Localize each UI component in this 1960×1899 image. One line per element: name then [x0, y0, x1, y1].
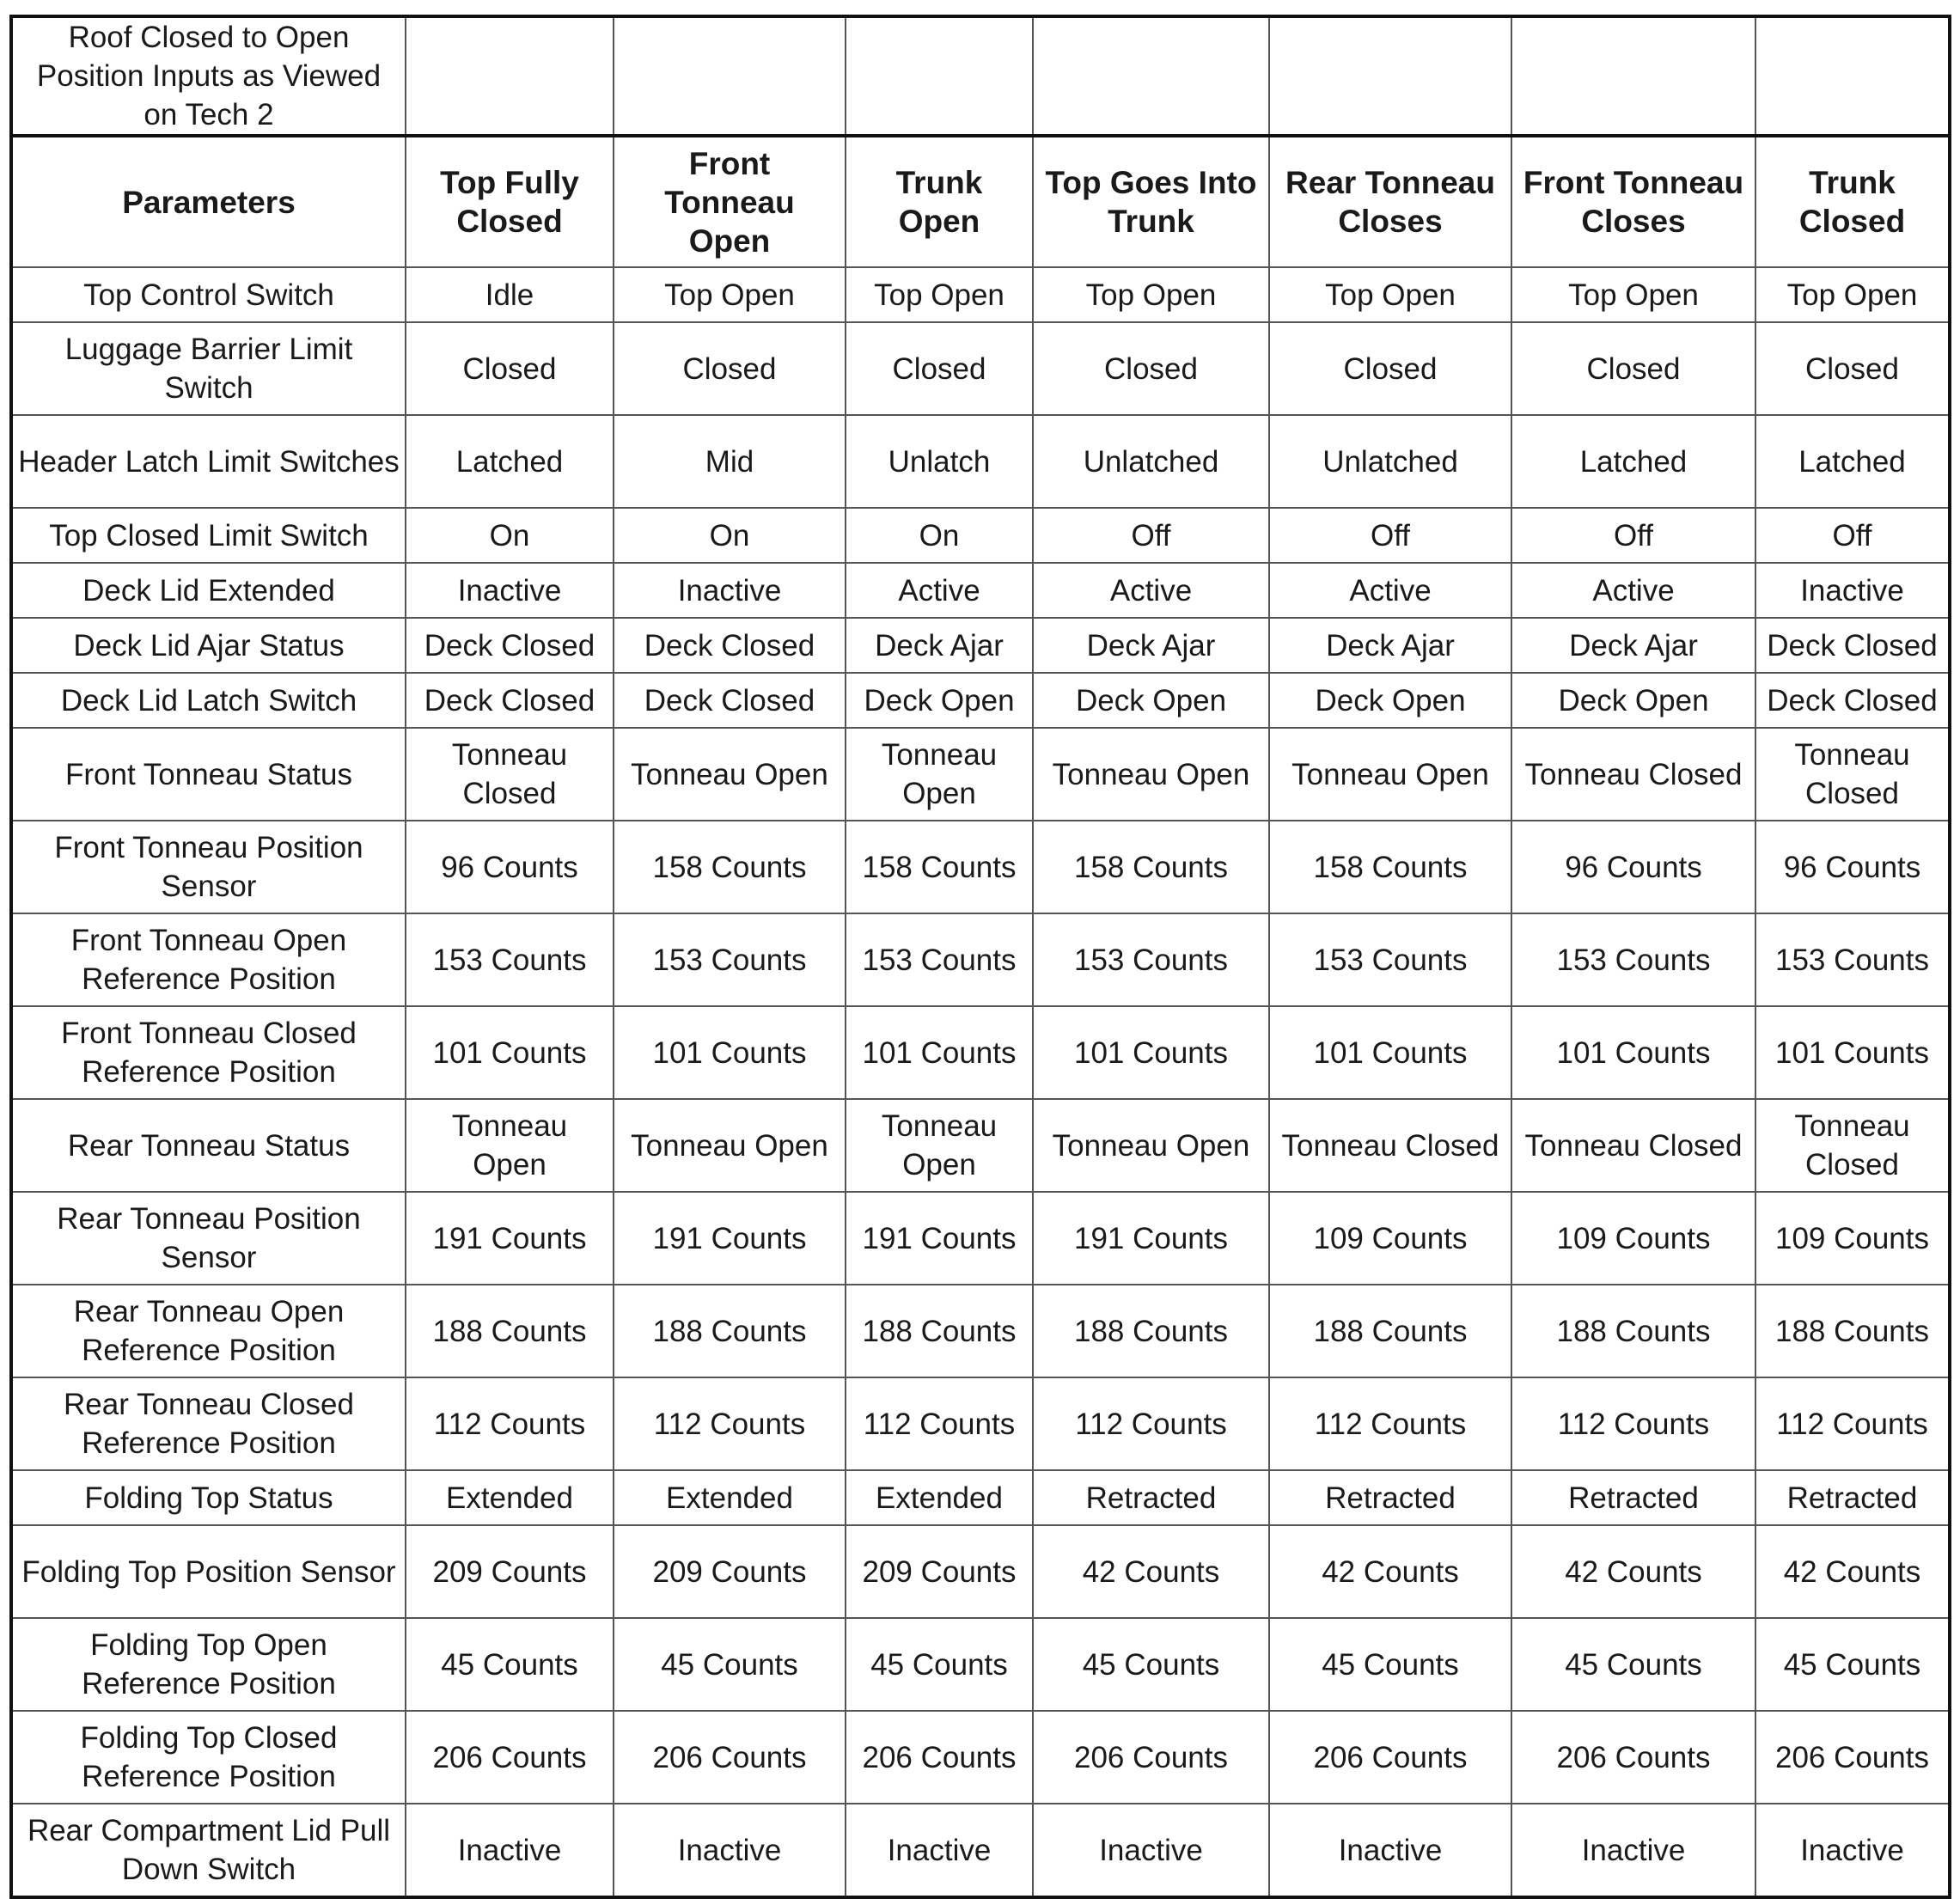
parameter-name-cell: Front Tonneau Status [11, 728, 406, 821]
parameter-value-cell: 101 Counts [614, 1006, 846, 1099]
parameter-value-cell: Tonneau Closed [1755, 1099, 1950, 1192]
table-row [11, 267, 1950, 322]
column-header-trunk-open: Trunk Open [846, 136, 1033, 267]
parameter-value-cell: 45 Counts [1269, 1618, 1511, 1711]
parameter-value-cell: 42 Counts [1755, 1525, 1950, 1618]
parameter-value-cell: Top Open [614, 267, 846, 322]
parameter-value-cell: 101 Counts [1033, 1006, 1269, 1099]
parameter-value-cell: 209 Counts [406, 1525, 614, 1618]
title-blank-cell [1033, 16, 1269, 136]
table-row [11, 322, 1950, 415]
parameter-value-cell: Deck Open [846, 673, 1033, 728]
parameter-name-cell: Rear Tonneau Closed Reference Position [11, 1377, 406, 1470]
parameter-value-cell: 112 Counts [1033, 1377, 1269, 1470]
parameter-value-cell: 153 Counts [846, 913, 1033, 1006]
table-row [11, 415, 1950, 508]
title-row [11, 16, 1950, 136]
parameter-value-cell: Active [1033, 563, 1269, 618]
parameter-value-cell: Inactive [406, 1804, 614, 1897]
title-blank-cell [1511, 16, 1755, 136]
parameter-name-cell: Folding Top Closed Reference Position [11, 1711, 406, 1804]
parameter-value-cell: Deck Ajar [1269, 618, 1511, 673]
parameter-value-cell: 96 Counts [406, 821, 614, 913]
parameter-value-cell: 42 Counts [1511, 1525, 1755, 1618]
parameter-value-cell: 191 Counts [614, 1192, 846, 1285]
table-row [11, 618, 1950, 673]
table-row [11, 728, 1950, 821]
parameter-value-cell: 45 Counts [846, 1618, 1033, 1711]
parameter-value-cell: 188 Counts [614, 1285, 846, 1377]
parameter-name-cell: Header Latch Limit Switches [11, 415, 406, 508]
parameter-value-cell: Inactive [1269, 1804, 1511, 1897]
parameter-name-cell: Top Closed Limit Switch [11, 508, 406, 563]
parameter-value-cell: 191 Counts [846, 1192, 1033, 1285]
parameter-value-cell: 158 Counts [1269, 821, 1511, 913]
title-blank-cell [614, 16, 846, 136]
parameter-name-cell: Folding Top Open Reference Position [11, 1618, 406, 1711]
column-header-front-tonneau-closes: Front Tonneau Closes [1511, 136, 1755, 267]
parameter-value-cell: Deck Closed [1755, 618, 1950, 673]
parameter-value-cell: 101 Counts [846, 1006, 1033, 1099]
parameter-value-cell: Active [1511, 563, 1755, 618]
parameter-value-cell: Unlatch [846, 415, 1033, 508]
parameter-value-cell: 206 Counts [846, 1711, 1033, 1804]
parameter-value-cell: Deck Ajar [846, 618, 1033, 673]
parameter-name-cell: Rear Tonneau Open Reference Position [11, 1285, 406, 1377]
parameter-value-cell: Off [1269, 508, 1511, 563]
parameter-value-cell: 191 Counts [406, 1192, 614, 1285]
parameter-value-cell: Tonneau Open [614, 1099, 846, 1192]
parameter-value-cell: Tonneau Open [1033, 728, 1269, 821]
parameter-value-cell: Tonneau Open [406, 1099, 614, 1192]
parameter-value-cell: On [614, 508, 846, 563]
parameter-value-cell: Tonneau Closed [1511, 1099, 1755, 1192]
parameter-value-cell: Active [1269, 563, 1511, 618]
table-row [11, 1377, 1950, 1470]
parameter-value-cell: Mid [614, 415, 846, 508]
tech2-inputs-table [9, 15, 1951, 1899]
parameter-value-cell: 153 Counts [406, 913, 614, 1006]
parameter-value-cell: 153 Counts [1755, 913, 1950, 1006]
parameter-value-cell: Top Open [1033, 267, 1269, 322]
parameter-value-cell: 45 Counts [614, 1618, 846, 1711]
parameter-value-cell: Deck Closed [406, 673, 614, 728]
table-row [11, 673, 1950, 728]
parameter-value-cell: Inactive [1033, 1804, 1269, 1897]
column-header-top-fully-closed: Top Fully Closed [406, 136, 614, 267]
parameter-value-cell: Inactive [1755, 1804, 1950, 1897]
parameter-value-cell: Deck Ajar [1511, 618, 1755, 673]
column-header-rear-tonneau-closes: Rear Tonneau Closes [1269, 136, 1511, 267]
parameter-value-cell: Active [846, 563, 1033, 618]
parameter-value-cell: 101 Counts [1511, 1006, 1755, 1099]
parameter-value-cell: Tonneau Closed [406, 728, 614, 821]
parameter-value-cell: 109 Counts [1269, 1192, 1511, 1285]
parameter-value-cell: Closed [614, 322, 846, 415]
parameter-value-cell: Closed [846, 322, 1033, 415]
parameter-value-cell: 188 Counts [406, 1285, 614, 1377]
parameter-value-cell: 101 Counts [1755, 1006, 1950, 1099]
parameter-value-cell: 153 Counts [1511, 913, 1755, 1006]
parameter-value-cell: 45 Counts [1511, 1618, 1755, 1711]
parameter-value-cell: 45 Counts [406, 1618, 614, 1711]
parameter-value-cell: 188 Counts [1269, 1285, 1511, 1377]
parameter-value-cell: 112 Counts [1755, 1377, 1950, 1470]
parameter-value-cell: Tonneau Open [1033, 1099, 1269, 1192]
parameter-value-cell: Retracted [1033, 1470, 1269, 1525]
parameter-value-cell: 206 Counts [1033, 1711, 1269, 1804]
parameter-value-cell: 158 Counts [846, 821, 1033, 913]
parameter-value-cell: Deck Closed [1755, 673, 1950, 728]
parameter-value-cell: 153 Counts [1033, 913, 1269, 1006]
table-row [11, 1618, 1950, 1711]
parameter-value-cell: Closed [1269, 322, 1511, 415]
parameter-value-cell: Tonneau Closed [1511, 728, 1755, 821]
parameter-value-cell: Deck Open [1033, 673, 1269, 728]
parameter-value-cell: 109 Counts [1511, 1192, 1755, 1285]
parameter-value-cell: On [846, 508, 1033, 563]
parameter-value-cell: Closed [1033, 322, 1269, 415]
table-row [11, 1192, 1950, 1285]
parameter-value-cell: Top Open [846, 267, 1033, 322]
parameter-value-cell: Inactive [614, 1804, 846, 1897]
parameter-value-cell: Tonneau Open [846, 1099, 1033, 1192]
parameter-value-cell: 101 Counts [1269, 1006, 1511, 1099]
parameter-value-cell: Off [1755, 508, 1950, 563]
table-row [11, 1711, 1950, 1804]
table-row [11, 1804, 1950, 1897]
parameter-value-cell: 206 Counts [614, 1711, 846, 1804]
parameter-value-cell: Tonneau Closed [1755, 728, 1950, 821]
parameter-value-cell: Inactive [406, 563, 614, 618]
parameter-value-cell: Deck Closed [614, 673, 846, 728]
parameter-value-cell: 188 Counts [1033, 1285, 1269, 1377]
parameter-value-cell: Inactive [846, 1804, 1033, 1897]
parameter-value-cell: Latched [1511, 415, 1755, 508]
parameter-value-cell: Tonneau Open [846, 728, 1033, 821]
parameter-value-cell: 188 Counts [1755, 1285, 1950, 1377]
parameter-value-cell: 209 Counts [614, 1525, 846, 1618]
parameter-value-cell: 112 Counts [1511, 1377, 1755, 1470]
table-body [11, 16, 1950, 1897]
parameter-value-cell: 45 Counts [1755, 1618, 1950, 1711]
parameter-name-cell: Folding Top Status [11, 1470, 406, 1525]
table-row [11, 1470, 1950, 1525]
parameter-value-cell: 153 Counts [614, 913, 846, 1006]
title-blank-cell [1269, 16, 1511, 136]
parameter-value-cell: Tonneau Closed [1269, 1099, 1511, 1192]
parameter-name-cell: Deck Lid Extended [11, 563, 406, 618]
parameter-name-cell: Rear Tonneau Status [11, 1099, 406, 1192]
parameter-value-cell: Extended [614, 1470, 846, 1525]
parameter-name-cell: Folding Top Position Sensor [11, 1525, 406, 1618]
parameter-name-cell: Front Tonneau Open Reference Position [11, 913, 406, 1006]
parameter-value-cell: 112 Counts [614, 1377, 846, 1470]
parameter-value-cell: Inactive [1755, 563, 1950, 618]
table-row [11, 1525, 1950, 1618]
parameter-name-cell: Front Tonneau Position Sensor [11, 821, 406, 913]
parameter-value-cell: 42 Counts [1033, 1525, 1269, 1618]
parameter-value-cell: 96 Counts [1511, 821, 1755, 913]
parameter-name-cell: Rear Compartment Lid Pull Down Switch [11, 1804, 406, 1897]
parameter-value-cell: 206 Counts [1511, 1711, 1755, 1804]
table-row [11, 1099, 1950, 1192]
column-header-front-tonneau-open: Front Tonneau Open [614, 136, 846, 267]
parameter-value-cell: Top Open [1269, 267, 1511, 322]
parameter-value-cell: 209 Counts [846, 1525, 1033, 1618]
parameter-value-cell: 188 Counts [846, 1285, 1033, 1377]
table-row [11, 508, 1950, 563]
table-row [11, 563, 1950, 618]
parameter-value-cell: Extended [846, 1470, 1033, 1525]
parameter-value-cell: Closed [1755, 322, 1950, 415]
parameter-value-cell: On [406, 508, 614, 563]
parameter-value-cell: Closed [1511, 322, 1755, 415]
parameter-value-cell: 206 Counts [1269, 1711, 1511, 1804]
parameter-value-cell: Deck Open [1511, 673, 1755, 728]
parameter-value-cell: 112 Counts [846, 1377, 1033, 1470]
column-header-top-goes-into-trunk: Top Goes Into Trunk [1033, 136, 1269, 267]
parameter-value-cell: 158 Counts [614, 821, 846, 913]
parameter-value-cell: Deck Open [1269, 673, 1511, 728]
parameter-name-cell: Top Control Switch [11, 267, 406, 322]
table-row [11, 1006, 1950, 1099]
table-row [11, 821, 1950, 913]
parameter-value-cell: Inactive [614, 563, 846, 618]
parameter-value-cell: Latched [1755, 415, 1950, 508]
parameter-value-cell: 109 Counts [1755, 1192, 1950, 1285]
parameter-value-cell: Unlatched [1033, 415, 1269, 508]
parameter-value-cell: 112 Counts [1269, 1377, 1511, 1470]
parameter-value-cell: Top Open [1511, 267, 1755, 322]
parameter-value-cell: Tonneau Open [1269, 728, 1511, 821]
parameter-value-cell: 188 Counts [1511, 1285, 1755, 1377]
parameter-value-cell: 153 Counts [1269, 913, 1511, 1006]
table-row [11, 1285, 1950, 1377]
header-row [11, 136, 1950, 267]
parameter-value-cell: Retracted [1755, 1470, 1950, 1525]
table-title: Roof Closed to Open Position Inputs as Viewed on Tech 2 [11, 16, 406, 136]
parameter-value-cell: Deck Closed [406, 618, 614, 673]
parameter-value-cell: 206 Counts [406, 1711, 614, 1804]
parameter-value-cell: 206 Counts [1755, 1711, 1950, 1804]
parameter-name-cell: Deck Lid Ajar Status [11, 618, 406, 673]
parameter-value-cell: Retracted [1511, 1470, 1755, 1525]
parameter-value-cell: 158 Counts [1033, 821, 1269, 913]
parameter-value-cell: Idle [406, 267, 614, 322]
parameter-value-cell: Inactive [1511, 1804, 1755, 1897]
parameter-value-cell: 191 Counts [1033, 1192, 1269, 1285]
column-header-parameters: Parameters [11, 136, 406, 267]
title-blank-cell [406, 16, 614, 136]
parameter-value-cell: Off [1511, 508, 1755, 563]
parameter-value-cell: Deck Closed [614, 618, 846, 673]
table-row [11, 913, 1950, 1006]
parameter-name-cell: Luggage Barrier Limit Switch [11, 322, 406, 415]
parameter-value-cell: 101 Counts [406, 1006, 614, 1099]
parameter-value-cell: Deck Ajar [1033, 618, 1269, 673]
parameter-value-cell: 45 Counts [1033, 1618, 1269, 1711]
column-header-trunk-closed: Trunk Closed [1755, 136, 1950, 267]
title-blank-cell [846, 16, 1033, 136]
parameter-value-cell: Top Open [1755, 267, 1950, 322]
parameter-name-cell: Rear Tonneau Position Sensor [11, 1192, 406, 1285]
parameter-value-cell: Unlatched [1269, 415, 1511, 508]
parameter-value-cell: 42 Counts [1269, 1525, 1511, 1618]
parameter-value-cell: 96 Counts [1755, 821, 1950, 913]
parameter-value-cell: 112 Counts [406, 1377, 614, 1470]
parameter-name-cell: Deck Lid Latch Switch [11, 673, 406, 728]
parameter-value-cell: Closed [406, 322, 614, 415]
parameter-value-cell: Extended [406, 1470, 614, 1525]
parameter-value-cell: Off [1033, 508, 1269, 563]
parameter-name-cell: Front Tonneau Closed Reference Position [11, 1006, 406, 1099]
parameter-value-cell: Retracted [1269, 1470, 1511, 1525]
title-blank-cell [1755, 16, 1950, 136]
parameter-value-cell: Latched [406, 415, 614, 508]
parameter-value-cell: Tonneau Open [614, 728, 846, 821]
